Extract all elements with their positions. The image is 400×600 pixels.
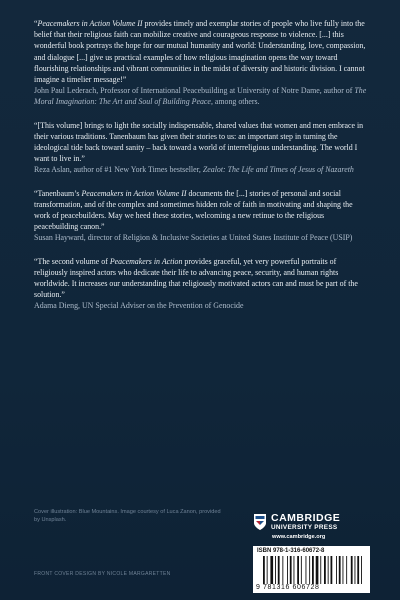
isbn-digits: 9 781316 606728 bbox=[256, 584, 320, 591]
isbn-barcode bbox=[253, 546, 370, 593]
text-run: documents the [...] stories of personal and social transformation, and of the complex and sometimes hidden role of faith in motivating and shaping the work of peacebuilders. May we heed these stories, welcoming a new retinue to the religious peacebuilding canon.” bbox=[34, 188, 353, 232]
quote-attribution bbox=[34, 232, 370, 243]
quote-text bbox=[34, 256, 370, 301]
cambridge-shield-icon bbox=[253, 513, 267, 531]
barcode-icon bbox=[263, 556, 363, 584]
quote-attribution bbox=[34, 164, 370, 175]
text-run: provides graceful, yet very powerful portraits of religiously inspired actors who dedicate their life to advancing peace, security, and human rights worldwide. It increases our understanding that religiously motivated actors can and must be part of the solution.” bbox=[34, 256, 358, 300]
publisher-url: www.cambridge.org bbox=[272, 534, 326, 540]
cover-design-credit: FRONT COVER DESIGN BY NICOLE MARGARETTEN bbox=[34, 571, 171, 577]
text-run: , among others. bbox=[210, 97, 260, 107]
endorsements bbox=[34, 18, 370, 324]
italic-title: Peacemakers in Action bbox=[109, 256, 183, 266]
quote-attribution bbox=[34, 300, 370, 311]
text-run: provides timely and exemplar stories of people who live fully into the belief that their religious faith can mobilize creative and courageous response to violence. [...] this wonderful book portrays the hope for our mutual humanity and world: Understanding, love, compassion, and dialogue [...] give us practical examples of how religious imagination opens the way toward flourishing relationships and vibrant communities in the midst of diversity and historic division. I cannot imagine a timelier message!” bbox=[34, 19, 366, 85]
endorsement bbox=[34, 18, 370, 108]
italic-title: Zealot: The Life and Times of Jesus of Nazareth bbox=[202, 165, 354, 175]
quote-text bbox=[34, 120, 370, 165]
publisher-logo bbox=[253, 512, 369, 532]
text-run: “ bbox=[34, 19, 38, 28]
publisher-wordmark bbox=[271, 513, 340, 531]
publisher-subtitle: UNIVERSITY PRESS bbox=[271, 523, 338, 531]
text-run: Adama Dieng, UN Special Adviser on the Prevention of Genocide bbox=[34, 301, 244, 311]
quote-text bbox=[34, 18, 370, 85]
quote-text bbox=[34, 188, 370, 233]
publisher-name: CAMBRIDGE bbox=[271, 512, 341, 525]
text-run: “The second volume of bbox=[34, 256, 110, 266]
quote-attribution bbox=[34, 85, 370, 107]
endorsement bbox=[34, 188, 370, 244]
italic-title: Peacemakers in Action Volume II bbox=[37, 19, 143, 28]
text-run: Susan Hayward, director of Religion & Inclusive Societies at United States Institute of Peace (USIP) bbox=[34, 233, 353, 243]
italic-title: The Moral Imagination: The Art and Soul of Building Peace bbox=[34, 86, 367, 107]
endorsement bbox=[34, 256, 370, 312]
text-run: John Paul Lederach, Professor of International Peacebuilding at University of Notre Dame, author of bbox=[34, 86, 355, 96]
italic-title: Peacemakers in Action Volume II bbox=[81, 188, 187, 198]
text-run: “Tanenbaum’s bbox=[34, 188, 82, 198]
text-run: Reza Aslan, author of #1 New York Times bestseller, bbox=[34, 165, 203, 175]
text-run: “[This volume] brings to light the socially indispensable, shared values that women and men embrace in their various traditions. Tanenbaum has given their stories to us: an important step in turning the ideological tide back toward sanity – back toward a world of interreligious understanding. The world I want to live in.” bbox=[34, 120, 364, 164]
cover-illustration-credit: Cover illustration: Blue Mountains. Image courtesy of Luca Zanon, provided by Unsplash. bbox=[34, 509, 221, 523]
isbn-label: ISBN 978-1-316-60672-8 bbox=[257, 548, 325, 554]
endorsement bbox=[34, 120, 370, 176]
